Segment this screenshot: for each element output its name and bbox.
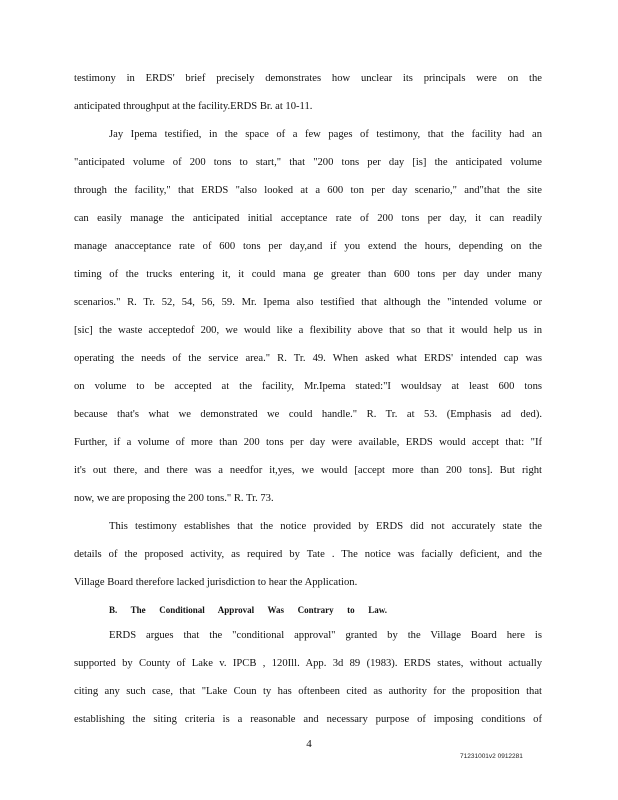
text-line: Village Board therefore lacked jurisdiction to hear the Application. <box>74 577 358 588</box>
text-line: through the facility," that ERDS "also looked at a 600 ton per day scenario," and"that the site <box>74 185 542 196</box>
text-line: operating the needs of the service area." R. Tr. 49. When asked what ERDS' intended cap was <box>74 353 542 364</box>
text-line: because that's what we demonstrated we could handle." R. Tr. at 53. (Emphasis ad ded). <box>74 409 542 420</box>
document-id: 71231001v2 0912281 <box>460 753 523 760</box>
text-line: This testimony establishes that the notice provided by ERDS did not accurately state the <box>109 521 542 532</box>
text-line: manage anacceptance rate of 600 tons per day,and if you extend the hours, depending on the <box>74 241 542 252</box>
text-line: it's out there, and there was a needfor it,yes, we would [accept more than 200 tons]. But right <box>74 465 542 476</box>
text-line: supported by County of Lake v. IPCB , 120Ill. App. 3d 89 (1983). ERDS states, without actually <box>74 658 542 669</box>
page-number: 4 <box>306 738 312 750</box>
text-line: Further, if a volume of more than 200 tons per day were available, ERDS would accept that: "If <box>74 437 542 448</box>
text-line: [sic] the waste acceptedof 200, we would like a flexibility above that so that it would help us in <box>74 325 542 336</box>
text-line: scenarios." R. Tr. 52, 54, 56, 59. Mr. Ipema also testified that although the "intended volume or <box>74 297 542 308</box>
text-line: Jay Ipema testified, in the space of a few pages of testimony, that the facility had an <box>109 129 542 140</box>
text-line: anticipated throughput at the facility.ERDS Br. at 10-11. <box>74 101 313 112</box>
text-line: citing any such case, that "Lake Coun ty has oftenbeen cited as authority for the proposition that <box>74 686 542 697</box>
text-line: testimony in ERDS' brief precisely demonstrates how unclear its principals were on the <box>74 73 542 84</box>
text-line: establishing the siting criteria is a reasonable and necessary purpose of imposing conditions of <box>74 714 542 725</box>
text-line: on volume to be accepted at the facility, Mr.Ipema stated:"I wouldsay at least 600 tons <box>74 381 542 392</box>
text-line: details of the proposed activity, as required by Tate . The notice was facially deficient, and the <box>74 549 542 560</box>
text-line: timing of the trucks entering it, it could mana ge greater than 600 tons per day under many <box>74 269 542 280</box>
text-line: ERDS argues that the "conditional approval" granted by the Village Board here is <box>109 630 542 641</box>
text-line: "anticipated volume of 200 tons to start," that "200 tons per day [is] the anticipated volume <box>74 157 542 168</box>
text-line: can easily manage the anticipated initial acceptance rate of 200 tons per day, it can readily <box>74 213 542 224</box>
text-line: now, we are proposing the 200 tons." R. Tr. 73. <box>74 493 274 504</box>
section-heading: B. The Conditional Approval Was Contrary to Law. <box>109 605 387 615</box>
